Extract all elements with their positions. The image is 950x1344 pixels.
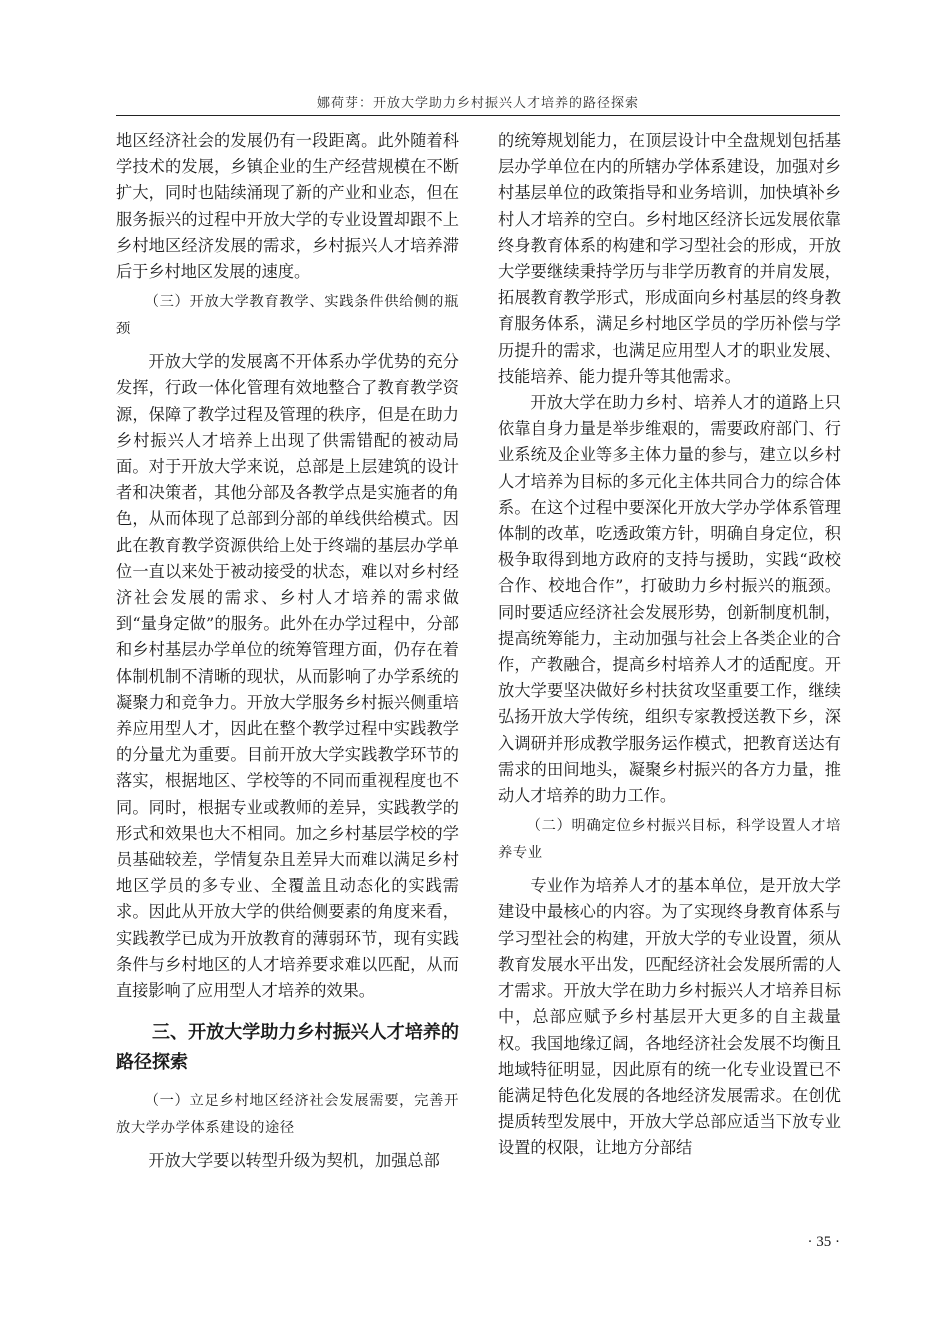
header-divider (116, 115, 840, 116)
paragraph: 开放大学的发展离不开体系办学优势的充分发挥，行政一体化管理有效地整合了教育教学资源，保障了教学过程及管理的秩序，但是在助力乡村振兴人才培养上出现了供需错配的被动局面。对于开放大学来说，总部是上层建筑的设计者和决策者，其他分部及各教学点是实施者的角色，从而体现了总部到分部的单线供给模式。因此在教育教学资源供给上处于终端的基层办学单位一直以来处于被动接受的状态，难以对乡村经济社会发展的需求、乡村人才培养的需求做到“量身定做”的服务。此外在办学过程中，分部和乡村基层办学单位的统筹管理方面，仍存在着体制机制不清晰的现状，从而影响了办学系统的凝聚力和竞争力。开放大学服务乡村振兴侧重培养应用型人才，因此在整个教学过程中实践教学的分量尤为重要。目前开放大学实践教学环节的落实，根据地区、学校等的不同而重视程度也不同。同时，根据专业或教师的差异，实践教学的形式和效果也大不相同。加之乡村基层学校的学员基础较差，学情复杂且差异大而难以满足乡村地区学员的多专业、全覆盖且动态化的实践需求。因此从开放大学的供给侧要素的角度来看，实践教学已成为开放教育的薄弱环节，现有实践条件与乡村地区的人才培养要求难以匹配，从而直接影响了应用型人才培养的效果。 (116, 352, 459, 1001)
paragraph: 地区经济社会的发展仍有一段距离。此外随着科学技术的发展，乡镇企业的生产经营规模在不断扩大，同时也陆续涌现了新的产业和业态，但在服务振兴的过程中开放大学的专业设置却跟不上乡村地区经济发展的需求，乡村振兴人才培养滞后于乡村地区发展的速度。 (116, 131, 459, 282)
paragraph: 的统筹规划能力，在顶层设计中全盘规划包括基层办学单位在内的所辖办学体系建设，加强对乡村基层单位的政策指导和业务培训，加快填补乡村人才培养的空白。乡村地区经济长远发展依靠终身教育体系的构建和学习型社会的形成，开放大学要继续秉持学历与非学历教育的并肩发展，拓展教育教学形式，形成面向乡村基层的终身教育服务体系，满足乡村地区学员的学历补偿与学历提升的需求，也满足应用型人才的职业发展、技能培养、能力提升等其他需求。 (498, 131, 841, 386)
right-column (498, 128, 841, 1162)
paragraph: 开放大学在助力乡村、培养人才的道路上只依靠自身力量是举步维艰的，需要政府部门、行业系统及企业等多主体力量的参与，建立以乡村人才培养为目标的多元化主体共同合力的综合体系。在这个过程中要深化开放大学办学体系管理体制的改革，吃透政策方针，明确自身定位，积极争取得到地方政府的支持与援助，实践“政校合作、校地合作”，打破助力乡村振兴的瓶颈。同时要适应经济社会发展形势，创新制度机制，提高统筹能力，主动加强与社会上各类企业的合作，产教融合，提高乡村培养人才的适配度。开放大学要坚决做好乡村扶贫攻坚重要工作，继续弘扬开放大学传统，组织专家教授送教下乡，深入调研并形成教学服务运作模式，把教育送达有需求的田间地头，凝聚乡村振兴的各方力量，推动人才培养的助力工作。 (498, 393, 841, 806)
subsection-heading-3: （三）开放大学教育教学、实践条件供给侧的瓶颈 (116, 294, 459, 338)
left-column (116, 128, 459, 1175)
subsection-heading-1: （一）立足乡村地区经济社会发展需要，完善开放大学办学体系建设的途径 (116, 1093, 459, 1137)
page-number: · 35 · (807, 1234, 840, 1250)
paragraph: 专业作为培养人才的基本单位，是开放大学建设中最核心的内容。为了实现终身教育体系与学习型社会的构建，开放大学的专业设置，须从教育发展水平出发，匹配经济社会发展所需的人才需求。开放大学在助力乡村振兴人才培养目标中，总部应赋予乡村基层开大更多的自主裁量权。我国地缘辽阔，各地经济社会发展不均衡且地域特征明显，因此原有的统一化专业设置已不能满足特色化发展的各地经济发展需求。在创优提质转型发展中，开放大学总部应适当下放专业设置的权限，让地方分部结 (498, 876, 841, 1158)
paragraph: 开放大学要以转型升级为契机，加强总部 (148, 1151, 440, 1171)
running-header: 娜荷芽：开放大学助力乡村振兴人才培养的路径探索 (316, 96, 639, 111)
section-heading-3: 三、开放大学助力乡村振兴人才培养的路径探索 (116, 1022, 459, 1074)
subsection-heading-2: （二）明确定位乡村振兴目标，科学设置人才培养专业 (498, 818, 841, 862)
